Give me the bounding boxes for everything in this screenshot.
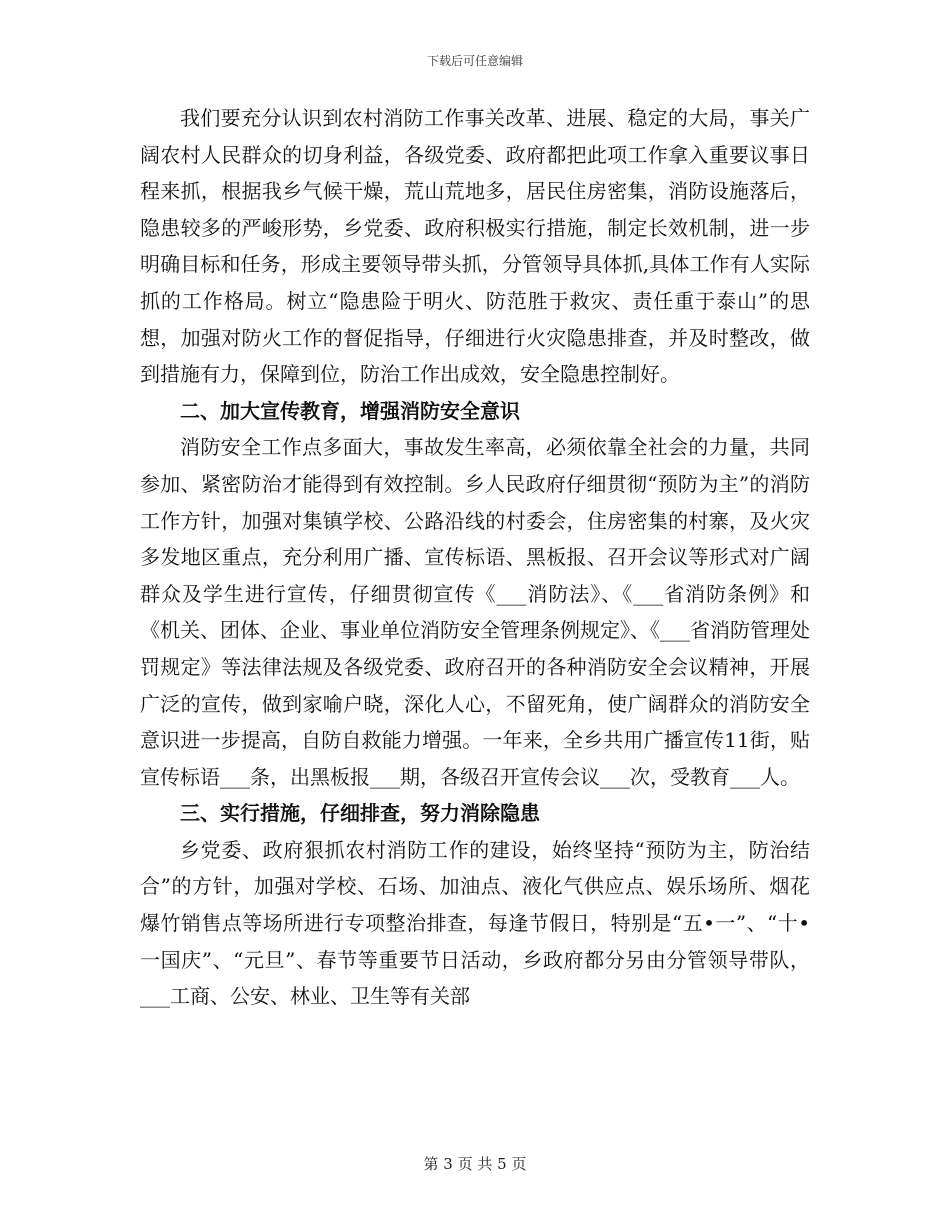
page-header: 下载后可任意编辑	[426, 54, 523, 68]
section-heading-2: 二、加大宣传教育，增强消防安全意识	[180, 398, 520, 423]
paragraph-2: 消防安全工作点多面大，事故发生率高，必须依靠全社会的力量，共同参加、紧密防治才能得到有效控制。乡人民政府仔细贯彻“预防为主”的消防工作方针，加强对集镇学校、公路沿线的村委会，住房密集的村寨，及火灾多发地区重点，充分利用广播、宣传标语、黑板报、召开会议等形式对广阔群众及学生进行宣传，仔细贯彻宣传《___消防法》、《___省消防条例》和《机关、团体、企业、事业单位消防安全管理条例规定》、《___省消防管理处罚规定》等法律法规及各级党委、政府召开的各种消防安全会议精神，开展广泛的宣传，做到家喻户晓，深化人心，不留死角，使广阔群众的消防安全意识进一步提高，自防自救能力增强。一年来，全乡共用广播宣传11街，贴宣传标语___条，出黑板报___期，各级召开宣传会议___次，受教育___人。	[140, 435, 810, 789]
document-body	[140, 100, 810, 1015]
page-footer: 第 3 页 共 5 页	[423, 1155, 527, 1173]
paragraph-1: 我们要充分认识到农村消防工作事关改革、进展、稳定的大局，事关广阔农村人民群众的切身利益，各级党委、政府都把此项工作拿入重要议事日程来抓，根据我乡气候干燥，荒山荒地多，居民住房密集，消防设施落后，隐患较多的严峻形势，乡党委、政府积极实行措施，制定长效机制，进一步明确目标和任务，形成主要领导带头抓，分管领导具体抓,具体工作有人实际抓的工作格局。树立“隐患险于明火、防范胜于救灾、责任重于泰山”的思想，加强对防火工作的督促指导，仔细进行火灾隐患排查，并及时整改，做到措施有力，保障到位，防治工作出成效，安全隐患控制好。	[140, 106, 810, 387]
section-heading-3: 三、实行措施，仔细排查，努力消除隐患	[180, 801, 540, 826]
paragraph-3: 乡党委、政府狠抓农村消防工作的建设，始终坚持“预防为主，防治结合”的方针，加强对学校、石场、加油点、液化气供应点、娱乐场所、烟花爆竹销售点等场所进行专项整治排查，每逢节假日，特别是“五•一”、“十•一国庆”、“元旦”、春节等重要节日活动，乡政府都分另由分管领导带队，___工商、公安、林业、卫生等有关部	[140, 837, 810, 1009]
